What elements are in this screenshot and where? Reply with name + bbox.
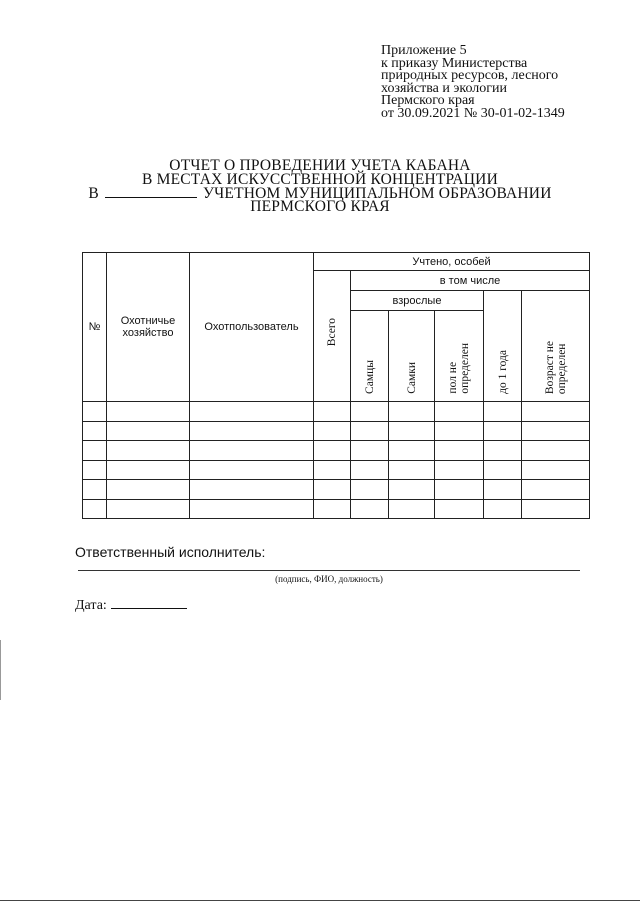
title-line-2: В МЕСТАХ ИСКУССТВЕННОЙ КОНЦЕНТРАЦИИ bbox=[142, 170, 498, 188]
header-number: № bbox=[83, 253, 107, 402]
table-cell[interactable] bbox=[389, 421, 435, 441]
signature-caption: (подпись, ФИО, должность) bbox=[275, 574, 383, 584]
table-row bbox=[83, 402, 590, 422]
table-cell[interactable] bbox=[522, 421, 590, 441]
table-cell[interactable] bbox=[484, 480, 522, 500]
table-cell[interactable] bbox=[351, 499, 389, 519]
table-cell[interactable] bbox=[484, 499, 522, 519]
municipality-blank[interactable] bbox=[105, 187, 197, 198]
date-row bbox=[75, 597, 187, 614]
table-cell[interactable] bbox=[314, 421, 351, 441]
header-hunting-farm: Охотничье хозяйство bbox=[107, 253, 190, 402]
table-cell[interactable] bbox=[389, 402, 435, 422]
table-cell[interactable] bbox=[435, 441, 484, 461]
header-males-cell bbox=[351, 311, 389, 402]
table-cell[interactable] bbox=[107, 480, 190, 500]
header-counted: Учтено, особей bbox=[314, 253, 590, 271]
table-cell[interactable] bbox=[435, 421, 484, 441]
table-cell[interactable] bbox=[389, 460, 435, 480]
table-row bbox=[83, 421, 590, 441]
table-cell[interactable] bbox=[190, 441, 314, 461]
header-sex-undetermined: пол не определен bbox=[447, 343, 471, 394]
header-adults: взрослые bbox=[351, 291, 484, 311]
table-cell[interactable] bbox=[435, 402, 484, 422]
table-cell[interactable] bbox=[351, 402, 389, 422]
header-including: в том числе bbox=[351, 271, 590, 291]
table-body bbox=[83, 402, 590, 519]
table-cell[interactable] bbox=[389, 480, 435, 500]
appendix-block: Приложение 5 к приказу Министерства природных ресурсов, лесного хозяйства и экологии Пермского края от 30.09.2021 № 30-01-02-1349 bbox=[381, 43, 565, 121]
table-cell[interactable] bbox=[83, 421, 107, 441]
table-cell[interactable] bbox=[435, 460, 484, 480]
table-cell[interactable] bbox=[107, 441, 190, 461]
table-cell[interactable] bbox=[190, 402, 314, 422]
table-cell[interactable] bbox=[522, 441, 590, 461]
title-line-3-prefix: В bbox=[88, 184, 99, 202]
table-cell[interactable] bbox=[314, 441, 351, 461]
table-cell[interactable] bbox=[83, 460, 107, 480]
header-total-cell bbox=[314, 271, 351, 402]
scan-edge-bottom bbox=[0, 900, 640, 901]
header-males: Самцы bbox=[363, 360, 376, 394]
title-line-4: ПЕРМСКОГО КРАЯ bbox=[250, 198, 390, 216]
title-line-3-suffix: УЧЕТНОМ МУНИЦИПАЛЬНОМ ОБРАЗОВАНИИ bbox=[202, 184, 552, 202]
table-cell[interactable] bbox=[484, 421, 522, 441]
report-title bbox=[60, 159, 580, 214]
header-under-one-cell bbox=[484, 291, 522, 402]
table-row bbox=[83, 441, 590, 461]
header-hunting-user: Охотпользователь bbox=[190, 253, 314, 402]
table-cell[interactable] bbox=[314, 402, 351, 422]
table-cell[interactable] bbox=[522, 480, 590, 500]
table-cell[interactable] bbox=[351, 421, 389, 441]
date-blank[interactable] bbox=[111, 597, 187, 609]
table-cell[interactable] bbox=[83, 480, 107, 500]
table-cell[interactable] bbox=[484, 460, 522, 480]
table-cell[interactable] bbox=[522, 499, 590, 519]
table-cell[interactable] bbox=[83, 499, 107, 519]
table-cell[interactable] bbox=[314, 499, 351, 519]
table-cell[interactable] bbox=[314, 460, 351, 480]
table-cell[interactable] bbox=[351, 480, 389, 500]
table-cell[interactable] bbox=[351, 460, 389, 480]
date-label: Дата: bbox=[75, 598, 107, 613]
table-cell[interactable] bbox=[83, 402, 107, 422]
table-cell[interactable] bbox=[522, 402, 590, 422]
report-table bbox=[82, 252, 590, 519]
table-cell[interactable] bbox=[107, 402, 190, 422]
table-cell[interactable] bbox=[107, 421, 190, 441]
table-cell[interactable] bbox=[435, 480, 484, 500]
table-row bbox=[83, 460, 590, 480]
header-females-cell bbox=[389, 311, 435, 402]
table-cell[interactable] bbox=[190, 480, 314, 500]
table-cell[interactable] bbox=[389, 441, 435, 461]
table-cell[interactable] bbox=[190, 460, 314, 480]
signature-line[interactable] bbox=[78, 570, 580, 571]
table-cell[interactable] bbox=[190, 499, 314, 519]
table-cell[interactable] bbox=[314, 480, 351, 500]
header-age-undetermined: Возраст не определен bbox=[543, 340, 568, 394]
table-cell[interactable] bbox=[484, 441, 522, 461]
header-females: Самки bbox=[405, 362, 418, 394]
responsible-label: Ответственный исполнитель: bbox=[75, 544, 266, 560]
header-under-one-year: до 1 года bbox=[496, 350, 509, 394]
table-row bbox=[83, 499, 590, 519]
table-cell[interactable] bbox=[107, 499, 190, 519]
table-row bbox=[83, 480, 590, 500]
table-cell[interactable] bbox=[522, 460, 590, 480]
header-age-undetermined-cell bbox=[522, 291, 590, 402]
table-cell[interactable] bbox=[484, 402, 522, 422]
table-cell[interactable] bbox=[435, 499, 484, 519]
header-sex-undetermined-cell bbox=[435, 311, 484, 402]
table-cell[interactable] bbox=[389, 499, 435, 519]
header-total: Всего bbox=[326, 318, 338, 347]
table-cell[interactable] bbox=[107, 460, 190, 480]
table-cell[interactable] bbox=[190, 421, 314, 441]
title-line-1: ОТЧЕТ О ПРОВЕДЕНИИ УЧЕТА КАБАНА bbox=[169, 157, 471, 174]
table-cell[interactable] bbox=[351, 441, 389, 461]
table-cell[interactable] bbox=[83, 441, 107, 461]
scan-edge-left bbox=[0, 640, 1, 700]
